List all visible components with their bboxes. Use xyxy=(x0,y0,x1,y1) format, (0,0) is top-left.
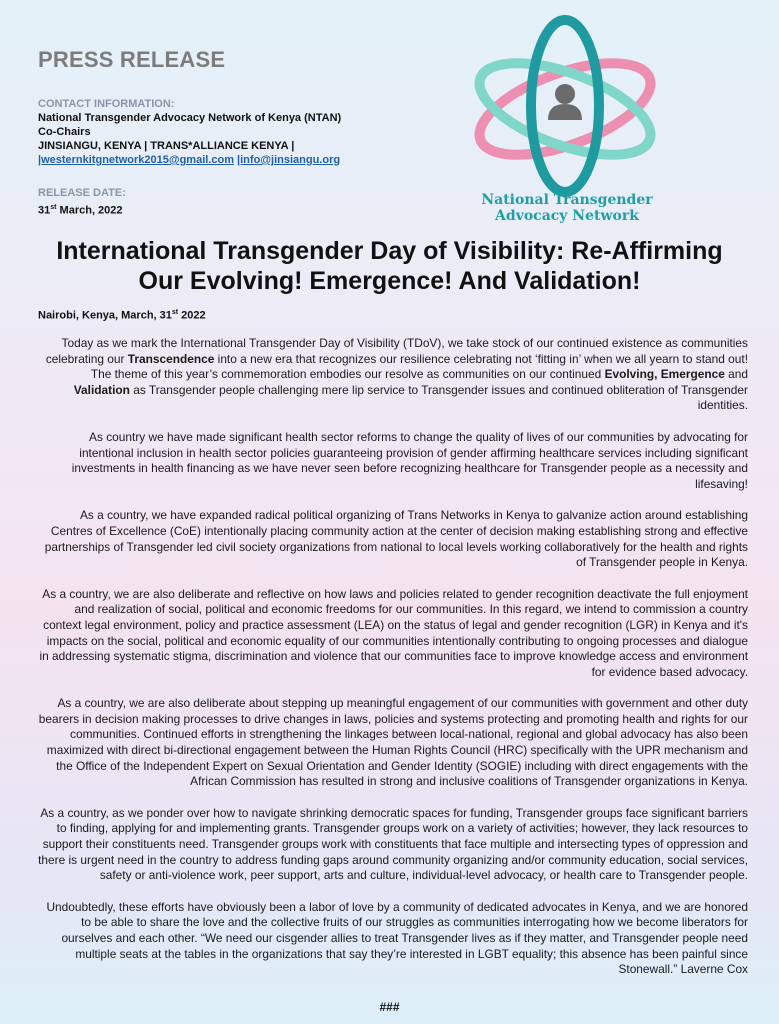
release-date-rest: March, 2022 xyxy=(56,204,123,217)
paragraph-2: As country we have made significant health sector reforms to change the quality of lives of our communities by advocating for intentional inclusion in health sector policies guaranteeing provision of gender affirming healthcare services including significant investments in health financing as we have never seen before recognizing healthcare for Transgender people as a necessity and lifesaving! xyxy=(71,429,748,491)
paragraph-6: As a country, as we ponder over how to navigate shrinking democratic spaces for funding, Transgender groups face significant barriers to finding, applying for and implementing grants. Transgender groups work on a variety of activities; however, they lack resources to support their constituents need. Transgender groups work with constituents that face multiple and intersecting types of oppression and there is urgent need in the country to address funding gaps around community organizing and/or community education, social services, safety or anti-violence work, peer support, arts and culture, individual-level advocacy, or health care to Transgender people. xyxy=(38,805,748,883)
logo-text-line2: Advocacy Network xyxy=(495,208,639,224)
email-link-western[interactable]: |westernkitgnetwork2015@gmail.com xyxy=(38,154,234,166)
headline-line1: International Transgender Day of Visibility: Re-Affirming xyxy=(56,237,723,265)
p1-bold-transcendence: Transcendence xyxy=(127,351,215,366)
contact-block xyxy=(38,111,341,167)
p1-text-c: into a new era that recognizes our resilience celebrating not ‘fitting in’ when we all yearn to stand out! The theme of this year’s commemoration embodies our resolve as communities on our continued xyxy=(90,351,748,382)
email-link-jinsiangu[interactable]: |info@jinsiangu.org xyxy=(237,154,341,166)
paragraph-5: As a country, we are also deliberate about stepping up meaningful engagement of our communities with government and other duty bearers in decision making processes to drive changes in laws, policies and systems protecting and promoting health and rights for our communities. Continued efforts in strengthening the linkages between local-national, regional and global advocacy has also been maximized with direct bi-directional engagement between the Human Rights Council (HRC) specifically with the UPR mechanism and the Office of the Independent Expert on Sexual Orientation and Gender Identity (SOGIE) including with direct engagements with the African Commission has resulted in strong and inclusive coalitions of Transgender organizations in Kenya. xyxy=(38,696,748,789)
dateline-year: 2022 xyxy=(178,309,206,322)
p1-text-g: as Transgender people challenging mere lip service to Transgender issues and continued obliteration of Transgender identities. xyxy=(129,382,748,413)
paragraph-4: As a country, we are also deliberate and reflective on how laws and policies related to gender recognition deactivate the full enjoyment and realization of social, political and economic freedoms for our communities. In this regard, we intend to commission a country context legal environment, policy and practice assessment (LEA) on the status of legal and gender recognition (LGR) in Kenya and it's impacts on the social, political and economic equality of our communities intentionally contributing to ongoing processes and dialogue in addressing systematic stigma, discrimination and violence that our communities face to improve knowledge access and environment for evidence based advocacy. xyxy=(39,586,748,679)
page-title: PRESS RELEASE xyxy=(38,47,226,72)
contact-orgs: JINSIANGU, KENYA | TRANS*ALLIANCE KENYA | xyxy=(38,140,295,152)
headline xyxy=(20,236,759,296)
end-mark: ### xyxy=(379,1000,400,1014)
p1-text-e: and xyxy=(724,367,748,382)
avatar-icon xyxy=(548,84,582,120)
paragraph-7: Undoubtedly, these efforts have obviously been a labor of love by a community of dedicated advocates in Kenya, and we are honored to be able to share the love and the collective fruits of our struggles as communities interrogating how we become liberators for ourselves and each other. “We need our cisgender allies to treat Transgender lives as if they matter, and Transgender people need multiple seats at the tables in the organizations that say they’re interested in LGBT equality; this absence has been painful since Stonewall.” Laverne Cox xyxy=(46,899,748,977)
logo-text-line1: National Transgender xyxy=(481,192,653,208)
release-date xyxy=(38,204,123,217)
release-date-suffix: st xyxy=(50,204,57,211)
logo-text xyxy=(462,192,672,224)
p1-bold-validation: Validation xyxy=(73,382,130,397)
dateline-text: Nairobi, Kenya, March, 31 xyxy=(38,309,172,322)
headline-line2: Our Evolving! Emergence! And Validation! xyxy=(138,267,641,295)
paragraph-1 xyxy=(38,336,748,414)
paragraph-3: As a country, we have expanded radical political organizing of Trans Networks in Kenya to galvanize action around establishing Centres of Excellence (CoE) intentionally placing community action at the center of decision making establishing strong and effective partnerships of Transgender led civil society organizations from national to local levels working collaboratively for the health and rights of Transgender people in Kenya. xyxy=(44,508,748,570)
dateline-suffix: st xyxy=(171,309,179,316)
contact-emails xyxy=(38,153,341,167)
body-text xyxy=(38,336,748,994)
contact-cochairs: Co-Chairs xyxy=(38,126,91,138)
p1-bold-evolving: Evolving, Emergence xyxy=(604,367,725,382)
release-date-day: 31 xyxy=(38,204,51,217)
p1-text-a: Today as we mark the International Transgender Day of Visibility (TDoV), we take stock of our continued existence as communities celebrating our xyxy=(45,336,748,366)
contact-label: CONTACT INFORMATION: xyxy=(38,98,175,110)
contact-org: National Transgender Advocacy Network of Kenya (NTAN) xyxy=(38,112,342,124)
dateline xyxy=(38,309,206,322)
release-date-label: RELEASE DATE: xyxy=(38,187,126,199)
